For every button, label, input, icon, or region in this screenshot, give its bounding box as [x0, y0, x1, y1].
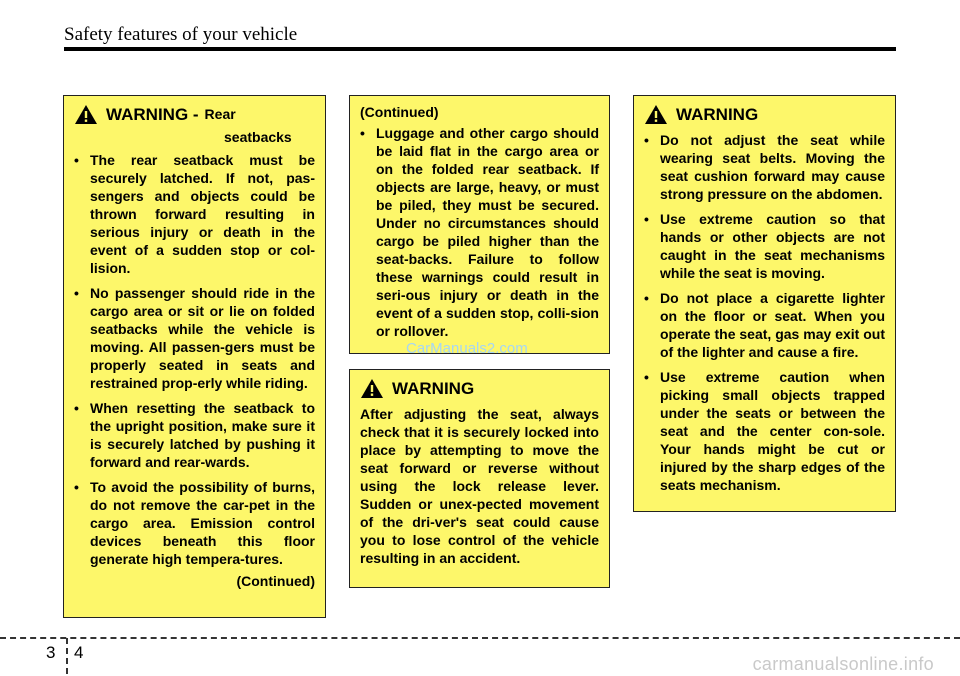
list-item: • Do not adjust the seat while wearing seat belts. Moving the seat cushion forward may cause strong pressure on the abdomen. [644, 131, 885, 203]
warning-subtitle-rear: Rear [204, 106, 236, 122]
warning-triangle-icon [360, 378, 384, 399]
section-title: Safety features of your vehicle [64, 24, 298, 45]
list-item: • Use extreme caution when picking small objects trapped under the seats or between the seat and the center con-sole. Your hands might be cut or injured by the sharp edges of the seats mechanism. [644, 368, 885, 494]
warning-subtitle-seatbacks: seatbacks [224, 129, 292, 145]
warning-triangle-icon [74, 104, 98, 125]
warning-box-seat-lock [349, 369, 610, 588]
list-item: • The rear seatback must be securely latched. If not, pas-sengers and objects could be thrown forward resulting in serious injury or death in the event of a sudden stop or col-lision. [74, 151, 315, 277]
list-item: • Do not place a cigarette lighter on the floor or seat. When you operate the seat, gas may exit out of the lighter and cause a fire. [644, 289, 885, 361]
footer-divider [66, 638, 68, 674]
header-rule [64, 47, 896, 51]
warning-title: WARNING [392, 379, 475, 398]
warning-header [74, 104, 315, 125]
page-number-page: 4 [74, 643, 84, 662]
list-item: • To avoid the possibility of burns, do not remove the car-pet in the cargo area. Emission control devices beneath this floor generate high tempera-tures. [74, 478, 315, 568]
warning-title: WARNING - [106, 105, 199, 124]
warning-body: After adjusting the seat, always check that it is securely locked into place by attempting to move the seat forward or reverse without using the lock release lever. Sudden or unex-pected movement of the dri-ver's seat could cause you to lose control of the vehicle resulting in an accident. [360, 406, 599, 566]
warning-list [360, 124, 599, 340]
watermark-text: CarManuals2.com [406, 340, 528, 357]
list-item: • Use extreme caution so that hands or other objects are not caught in the seat mechanisms while the seat is moving. [644, 210, 885, 282]
site-watermark: carmanualsonline.info [752, 654, 934, 674]
warning-list [644, 131, 885, 494]
warning-list [74, 151, 315, 568]
list-item: • Luggage and other cargo should be laid flat in the cargo area or on the folded rear seatback. If objects are large, heavy, or must be piled, they must be secured. Under no circumstances should cargo be piled higher than the seat-backs. Failure to follow these warnings could result in seri-ous injury or death in the event of a sudden stop, colli-sion or rollover. [360, 124, 599, 340]
continued-label: (Continued) [360, 104, 439, 120]
list-item: • No passenger should ride in the cargo area or sit or lie on folded seatbacks while the vehicle is moving. All passen-gers must be properly seated in seats and restrained prop-erly while riding. [74, 284, 315, 392]
continued-label: (Continued) [236, 573, 315, 589]
warning-triangle-icon [644, 104, 668, 125]
warning-header [360, 378, 599, 399]
warning-title: WARNING [676, 105, 759, 124]
warning-box-rear-seatbacks [63, 95, 326, 618]
page-number-chapter: 3 [46, 643, 56, 662]
warning-box-seat-adjust [633, 95, 896, 512]
warning-box-continued [349, 95, 610, 354]
list-item: • When resetting the seatback to the upright position, make sure it is securely latched by pushing it forward and rear-wards. [74, 399, 315, 471]
warning-header [644, 104, 885, 125]
footer-rule [0, 637, 960, 639]
